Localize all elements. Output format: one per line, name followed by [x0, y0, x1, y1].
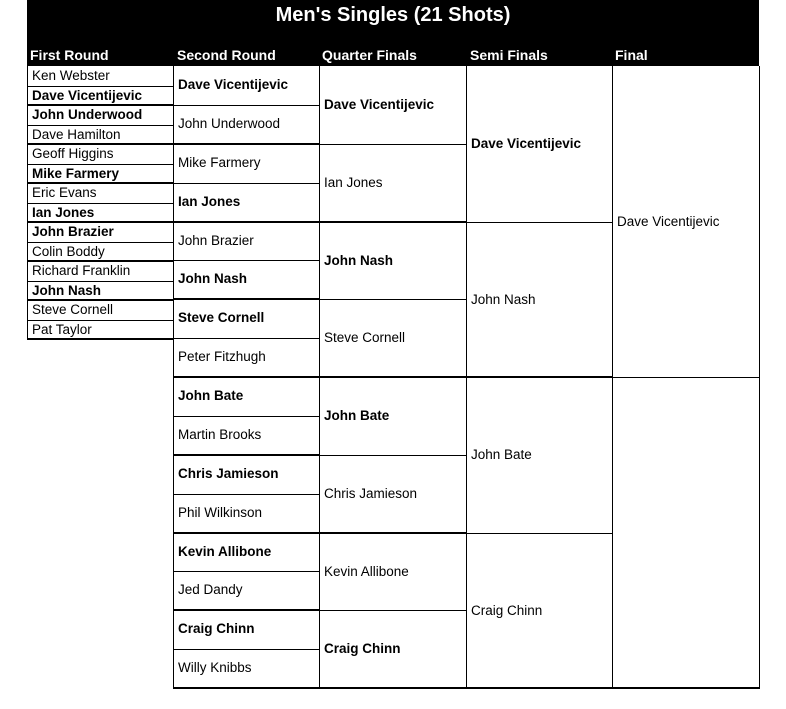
- second-round-entry: Peter Fitzhugh: [178, 349, 266, 365]
- first-round-entry: Pat Taylor: [32, 321, 92, 337]
- first-round-entry: John Brazier: [32, 224, 114, 239]
- first-round-entry: John Underwood: [32, 107, 143, 122]
- second-round-entry: John Nash: [178, 271, 248, 287]
- first-round-row-divider: [27, 338, 174, 340]
- quarter-final-row-divider: [319, 687, 467, 689]
- first-round-entry: Colin Boddy: [32, 243, 105, 259]
- final-row-divider: [612, 687, 760, 689]
- second-round-entry: Ian Jones: [178, 193, 241, 209]
- first-round-entry: Dave Hamilton: [32, 126, 121, 142]
- second-round-entry: John Bate: [178, 388, 244, 403]
- final-entry: Dave Vicentijevic: [617, 214, 720, 229]
- first-round-entry: Eric Evans: [32, 185, 97, 200]
- quarter-final-entry: John Bate: [324, 408, 390, 423]
- quarter-final-entry: Ian Jones: [324, 174, 383, 190]
- second-round-entry: Mike Farmery: [178, 154, 261, 170]
- semi-final-entry: Craig Chinn: [471, 602, 543, 618]
- second-round-entry: John Underwood: [178, 115, 281, 131]
- first-round-entry: Dave Vicentijevic: [32, 87, 143, 103]
- second-round-entry: Jed Dandy: [178, 582, 243, 598]
- header-semi-finals: Semi Finals: [470, 47, 548, 63]
- first-round-entry: Ian Jones: [32, 204, 95, 220]
- first-round-entry: Ken Webster: [32, 68, 110, 83]
- second-round-entry: Willy Knibbs: [178, 660, 252, 676]
- quarter-final-entry: Chris Jamieson: [324, 485, 418, 501]
- header-first-round: First Round: [30, 47, 109, 63]
- second-round-row-divider: [173, 687, 320, 689]
- bracket-title: Men's Singles (21 Shots): [27, 0, 759, 32]
- quarter-final-entry: Kevin Allibone: [324, 563, 409, 579]
- first-round-entry: Geoff Higgins: [32, 146, 114, 161]
- semi-final-entry: Dave Vicentijevic: [471, 136, 582, 151]
- second-round-entry: Dave Vicentijevic: [178, 77, 289, 92]
- header-final: Final: [615, 47, 648, 63]
- quarter-final-entry: John Nash: [324, 252, 394, 268]
- second-round-entry: Steve Cornell: [178, 310, 265, 326]
- header-second-round: Second Round: [177, 47, 276, 63]
- second-round-entry: Craig Chinn: [178, 621, 255, 637]
- second-round-entry: Martin Brooks: [178, 426, 262, 442]
- semi-final-row-divider: [466, 687, 613, 689]
- first-round-entry: Mike Farmery: [32, 165, 120, 181]
- quarter-final-entry: Craig Chinn: [324, 641, 401, 657]
- header-quarter-finals: Quarter Finals: [322, 47, 417, 63]
- final-entry: [613, 377, 759, 688]
- second-round-entry: John Brazier: [178, 232, 254, 248]
- first-round-entry: John Nash: [32, 282, 102, 298]
- first-round-entry: Richard Franklin: [32, 263, 131, 278]
- semi-final-entry: John Bate: [471, 447, 532, 462]
- quarter-final-entry: Dave Vicentijevic: [324, 97, 435, 112]
- second-round-entry: Chris Jamieson: [178, 465, 279, 481]
- second-round-entry: Kevin Allibone: [178, 543, 272, 559]
- first-round-entry: Steve Cornell: [32, 302, 114, 317]
- quarter-final-entry: Steve Cornell: [324, 330, 406, 346]
- second-round-entry: Phil Wilkinson: [178, 504, 263, 520]
- semi-final-entry: John Nash: [471, 291, 536, 307]
